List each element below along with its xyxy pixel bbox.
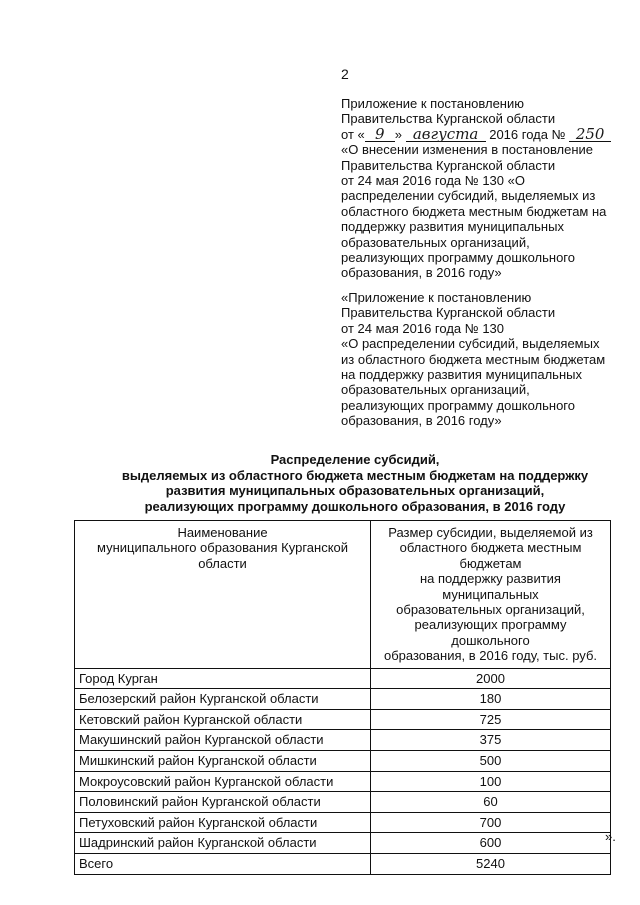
- table-row: [75, 812, 611, 833]
- table-row: [75, 668, 611, 689]
- subsidy-value: 700: [371, 812, 611, 833]
- appendix-line: на поддержку развития муниципальных: [341, 367, 582, 383]
- table-row: [75, 792, 611, 813]
- appendix-header: [341, 96, 633, 281]
- appendix-line: образования, в 2016 году»: [341, 265, 502, 281]
- table-row: [75, 771, 611, 792]
- closing-quote: ».: [605, 829, 616, 844]
- table-total-row: [75, 854, 611, 875]
- municipality-name: Половинский район Курганской области: [75, 792, 371, 813]
- subsidy-table: [74, 520, 611, 875]
- municipality-name: Петуховский район Курганской области: [75, 812, 371, 833]
- municipality-name: Белозерский район Курганской области: [75, 689, 371, 710]
- title-line: реализующих программу дошкольного образования, в 2016 году: [144, 498, 566, 514]
- municipality-name: Мишкинский район Курганской области: [75, 751, 371, 772]
- appendix-line: областного бюджета местным бюджетам на: [341, 203, 607, 219]
- date-suffix: 2016 года №: [485, 126, 566, 142]
- municipality-name: Макушинский район Курганской области: [75, 730, 371, 751]
- subsidy-value: 180: [371, 689, 611, 710]
- subsidy-value: 600: [371, 833, 611, 854]
- table-header-row: [75, 521, 611, 669]
- date-month-handwritten: августа: [406, 128, 486, 142]
- municipality-name: Шадринский район Курганской области: [75, 833, 371, 854]
- appendix-line: образовательных организаций,: [341, 382, 530, 398]
- subsidy-value: 725: [371, 709, 611, 730]
- document-title: [60, 452, 640, 514]
- date-mid: »: [394, 126, 402, 142]
- appendix-line: «О внесении изменения в постановление: [341, 142, 594, 158]
- total-value: 5240: [371, 854, 611, 875]
- table-row: [75, 730, 611, 751]
- subsidy-value: 375: [371, 730, 611, 751]
- table-row: [75, 751, 611, 772]
- appendix-line: Правительства Курганской области: [341, 305, 556, 321]
- document-number-handwritten: 250: [569, 128, 611, 142]
- appendix-line: поддержку развития муниципальных: [341, 219, 564, 235]
- appendix-line: Приложение к постановлению: [341, 96, 524, 111]
- subsidy-value: 500: [371, 751, 611, 772]
- appendix-line: от 24 мая 2016 года № 130: [341, 320, 505, 336]
- table-row: [75, 689, 611, 710]
- appendix-line: из областного бюджета местным бюджетам: [341, 351, 606, 367]
- page-number: 2: [341, 66, 349, 82]
- table-row: [75, 833, 611, 854]
- subsidy-value: 100: [371, 771, 611, 792]
- appendix-line: образовательных организаций,: [341, 234, 530, 250]
- header-municipality: Наименование муниципального образования Курганской области: [75, 521, 371, 669]
- date-day-handwritten: 9: [365, 128, 395, 142]
- appendix-line: распределении субсидий, выделяемых из: [341, 188, 596, 204]
- appendix-header-quoted: [341, 290, 633, 429]
- subsidy-value: 60: [371, 792, 611, 813]
- appendix-line: от 24 мая 2016 года № 130 «О: [341, 173, 525, 189]
- appendix-line: Правительства Курганской области: [341, 157, 556, 173]
- municipality-name: Кетовский район Курганской области: [75, 709, 371, 730]
- title-line: выделяемых из областного бюджета местным бюджетам на поддержку: [121, 467, 589, 483]
- appendix-line: образования, в 2016 году»: [341, 413, 502, 429]
- subsidy-value: 2000: [371, 668, 611, 689]
- municipality-name: Мокроусовский район Курганской области: [75, 771, 371, 792]
- title-line: развития муниципальных образовательных организаций,: [165, 483, 545, 499]
- appendix-line: «О распределении субсидий, выделяемых: [341, 336, 600, 352]
- title-line: Распределение субсидий,: [270, 452, 440, 467]
- appendix-line: Правительства Курганской области: [341, 111, 556, 127]
- appendix-line: реализующих программу дошкольного: [341, 250, 575, 266]
- municipality-name: Город Курган: [75, 668, 371, 689]
- total-label: Всего: [75, 854, 371, 875]
- appendix-date-line: [341, 124, 633, 143]
- appendix-line: реализующих программу дошкольного: [341, 397, 575, 413]
- appendix-line: «Приложение к постановлению: [341, 290, 532, 305]
- date-prefix: от «: [341, 126, 365, 142]
- table-row: [75, 709, 611, 730]
- header-subsidy-amount: Размер субсидии, выделяемой из областного бюджета местным бюджетам на поддержку развития муниципальных образовательных организаций, реализующих программу дошкольного образования, в 2016 году, тыс. руб.: [371, 521, 611, 669]
